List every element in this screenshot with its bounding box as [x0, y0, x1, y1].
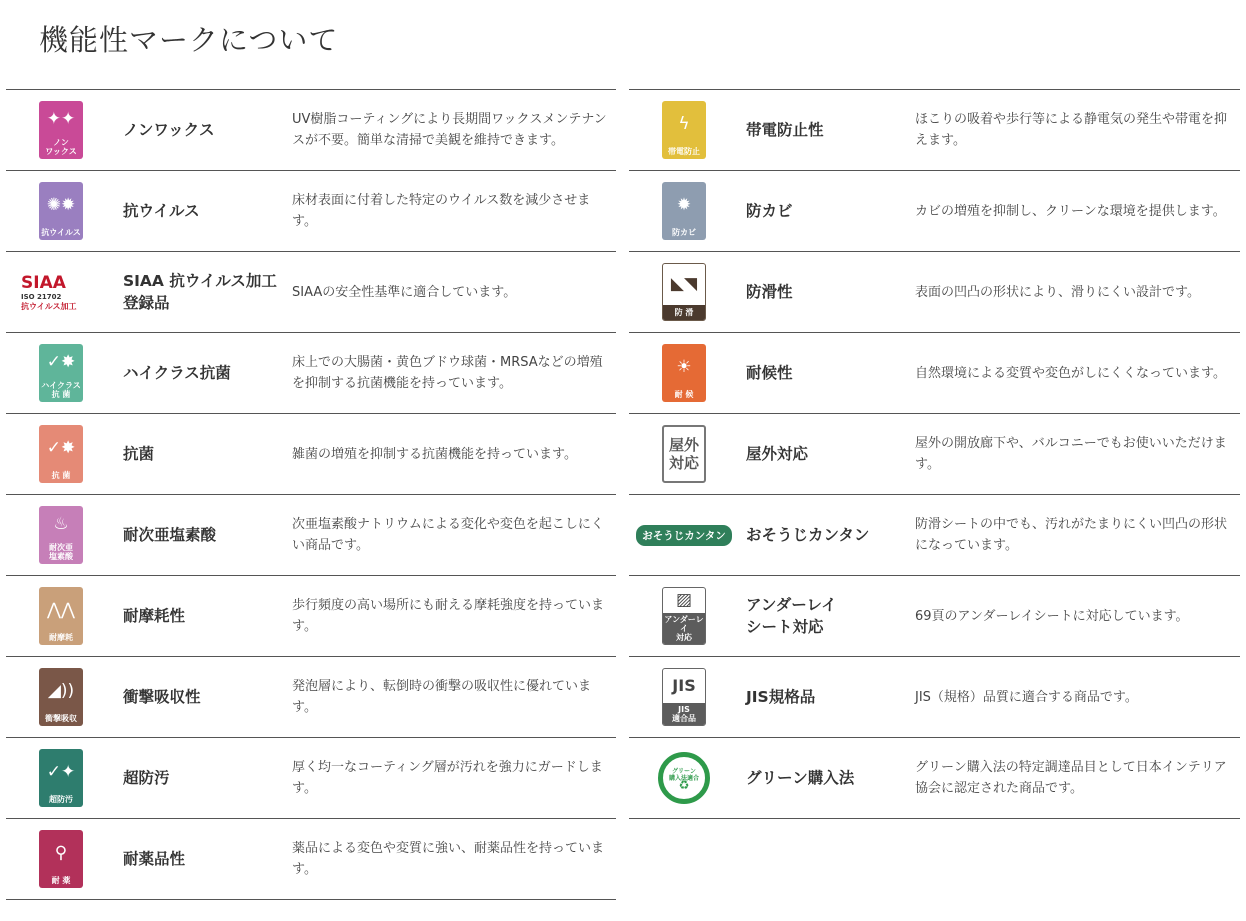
icon-glyph: ⚲	[54, 842, 68, 863]
feature-icon-wrap	[629, 576, 739, 656]
feature-description: ほこりの吸着や歩行等による静電気の発生や帯電を抑えます。	[915, 112, 1228, 148]
icon-label: ノン ワックス	[45, 138, 77, 156]
feature-name: 耐薬品性	[123, 850, 186, 868]
outdoor-icon-text: 屋外 対応	[668, 436, 699, 472]
feature-row	[629, 332, 1240, 413]
feature-row	[629, 170, 1240, 251]
feature-row	[629, 251, 1240, 332]
underlay-icon	[662, 587, 706, 645]
feature-row	[6, 332, 616, 413]
green-purchase-icon	[658, 752, 710, 804]
features-list-right	[629, 89, 1240, 819]
feature-description: 発泡層により、転倒時の衝撃の吸収性に優れています。	[292, 679, 592, 715]
icon-label: 抗ウイルス	[41, 228, 81, 237]
icon-label: JIS 適合品	[663, 703, 705, 725]
icon-glyph: ▨	[675, 590, 693, 610]
feature-name: 衝撃吸収性	[123, 688, 201, 706]
feature-description: 屋外の開放廊下や、バルコニーでもお使いいただけます。	[915, 436, 1227, 472]
feature-row	[6, 575, 616, 656]
feature-icon-wrap	[629, 171, 739, 251]
feature-name: おそうじカンタン	[746, 526, 870, 544]
icon-glyph: ϟ	[678, 113, 690, 134]
feature-description: SIAAの安全性基準に適合しています。	[292, 284, 517, 300]
feature-icon-wrap	[629, 90, 739, 170]
feature-icon-wrap	[6, 171, 116, 251]
icon-glyph: ✺✹	[46, 194, 76, 215]
feature-row	[629, 575, 1240, 656]
virus-icon	[39, 182, 83, 240]
anti-slip-icon	[662, 263, 706, 321]
feature-description: 雑菌の増殖を抑制する抗菌機能を持っています。	[292, 446, 577, 462]
feature-row	[6, 89, 616, 170]
lightning-icon	[662, 101, 706, 159]
weather-icon	[662, 344, 706, 402]
feature-name: SIAA 抗ウイルス加工 登録品	[123, 272, 277, 312]
feature-row	[629, 89, 1240, 170]
feature-name: 防滑性	[746, 283, 793, 301]
feature-name: 耐摩耗性	[123, 607, 186, 625]
stain-guard-icon	[39, 749, 83, 807]
feature-row	[6, 170, 616, 251]
feature-name: 帯電防止性	[746, 121, 824, 139]
feature-name: 抗菌	[123, 445, 155, 463]
feature-icon-wrap	[6, 657, 116, 737]
feature-description: 69頁のアンダーレイシートに対応しています。	[915, 608, 1189, 624]
icon-glyph: ♨	[53, 514, 69, 534]
icon-glyph: ◣◥	[670, 274, 698, 294]
feature-description: 表面の凹凸の形状により、滑りにくい設計です。	[915, 284, 1200, 300]
sparkle-icon	[39, 101, 83, 159]
feature-description: 防滑シートの中でも、汚れがたまりにくい凹凸の形状になっています。	[915, 517, 1228, 553]
green-mark-text: グリーン 購入法適合	[668, 767, 699, 782]
siaa-logo-text: 抗ウイルス加工	[21, 301, 77, 311]
spray-icon	[39, 506, 83, 564]
feature-name: ノンワックス	[123, 121, 215, 139]
icon-glyph: ✓✸	[46, 437, 76, 458]
impact-icon	[39, 668, 83, 726]
jis-icon	[662, 668, 706, 726]
icon-label: 帯電防止	[668, 147, 700, 156]
feature-name: 防カビ	[746, 202, 793, 220]
feature-icon-wrap	[6, 495, 116, 575]
feature-description: グリーン購入法の特定調達品目として日本インテリア協会に認定された商品です。	[915, 760, 1227, 796]
feature-name: アンダーレイ シート対応	[746, 596, 837, 636]
feature-icon-wrap	[6, 333, 116, 413]
feature-row	[6, 737, 616, 818]
chemical-icon	[39, 830, 83, 888]
feature-description: JIS（規格）品質に適合する商品です。	[915, 689, 1138, 705]
antibacterial-icon	[39, 425, 83, 483]
feature-icon-wrap	[6, 576, 116, 656]
icon-label: 耐次亜 塩素酸	[49, 543, 73, 561]
icon-label: 耐 薬	[51, 876, 71, 885]
feature-row	[629, 656, 1240, 737]
feature-description: 自然環境による変質や変色がしにくくなっています。	[915, 365, 1226, 381]
feature-icon-wrap	[6, 90, 116, 170]
feature-row	[6, 656, 616, 737]
icon-label: ハイクラス 抗 菌	[41, 381, 81, 399]
legs-icon	[39, 587, 83, 645]
feature-description: 厚く均一なコーティング層が汚れを強力にガードします。	[292, 760, 603, 796]
feature-name: 耐次亜塩素酸	[123, 526, 217, 544]
mold-icon	[662, 182, 706, 240]
antibacterial-highclass-icon	[39, 344, 83, 402]
icon-glyph: ☀	[676, 356, 692, 377]
feature-icon-wrap	[629, 657, 739, 737]
feature-icon-wrap	[629, 252, 739, 332]
icon-label: 耐 候	[674, 390, 694, 399]
siaa-logo-text: ISO 21702	[21, 292, 62, 301]
feature-description: 次亜塩素酸ナトリウムによる変化や変色を起こしにくい商品です。	[292, 517, 604, 553]
feature-row	[6, 494, 616, 575]
feature-name: 屋外対応	[746, 445, 809, 463]
feature-description: カビの増殖を抑制し、クリーンな環境を提供します。	[915, 203, 1226, 219]
icon-glyph: ◢))	[47, 680, 75, 701]
feature-icon-wrap	[6, 414, 116, 494]
feature-row	[629, 413, 1240, 494]
feature-icon-wrap	[6, 252, 116, 332]
feature-name: 抗ウイルス	[123, 202, 200, 220]
feature-row	[629, 737, 1240, 819]
feature-row	[6, 413, 616, 494]
feature-name: 耐候性	[746, 364, 793, 382]
feature-row	[6, 251, 616, 332]
feature-description: 床材表面に付着した特定のウイルス数を減少させます。	[292, 193, 591, 229]
icon-label: アンダーレイ 対応	[664, 615, 704, 642]
icon-glyph: ✓✦	[46, 761, 76, 782]
outdoor-icon	[662, 425, 706, 483]
icon-glyph: ✦✦	[46, 109, 76, 129]
icon-label: 抗 菌	[51, 471, 71, 480]
icon-label: 耐摩耗	[49, 633, 73, 642]
feature-name: JIS規格品	[746, 688, 816, 706]
feature-description: 歩行頻度の高い場所にも耐える摩耗強度を持っています。	[292, 598, 605, 634]
icon-glyph: JIS	[672, 676, 696, 695]
feature-description: 床上での大腸菌・黄色ブドウ球菌・MRSAなどの増殖を抑制する抗菌機能を持っています。	[292, 355, 603, 391]
feature-name: グリーン購入法	[746, 769, 855, 787]
feature-description: UV樹脂コーティングにより長期間ワックスメンテナンスが不要。簡単な清掃で美観を維持できます。	[292, 112, 607, 148]
page-title: 機能性マークについて	[39, 23, 339, 57]
feature-description: 薬品による変色や変質に強い、耐薬品性を持っています。	[292, 841, 605, 877]
icon-label: 防カビ	[672, 228, 696, 237]
recycle-glyph: ♻	[678, 777, 690, 792]
icon-label: 超防汚	[49, 795, 73, 804]
icon-label: 防 滑	[663, 305, 705, 320]
feature-name: 超防汚	[123, 769, 170, 787]
feature-icon-wrap	[629, 333, 739, 413]
feature-icon-wrap	[629, 414, 739, 494]
siaa-logo-icon	[21, 264, 101, 320]
icon-glyph: ✓✸	[46, 352, 76, 372]
features-list-left	[6, 89, 616, 900]
siaa-logo-text: SIAA	[21, 272, 66, 293]
feature-icon-wrap	[629, 738, 739, 818]
icon-label: 衝撃吸収	[45, 714, 77, 723]
feature-icon-wrap	[6, 738, 116, 818]
icon-glyph: ✹	[676, 194, 692, 215]
feature-row	[629, 494, 1240, 575]
feature-row	[6, 818, 616, 900]
easy-clean-badge-icon: おそうじカンタン	[636, 525, 732, 546]
feature-name: ハイクラス抗菌	[123, 364, 231, 382]
feature-icon-wrap	[629, 495, 739, 575]
feature-icon-wrap	[6, 819, 116, 899]
icon-glyph: ⋀⋀	[47, 599, 75, 620]
